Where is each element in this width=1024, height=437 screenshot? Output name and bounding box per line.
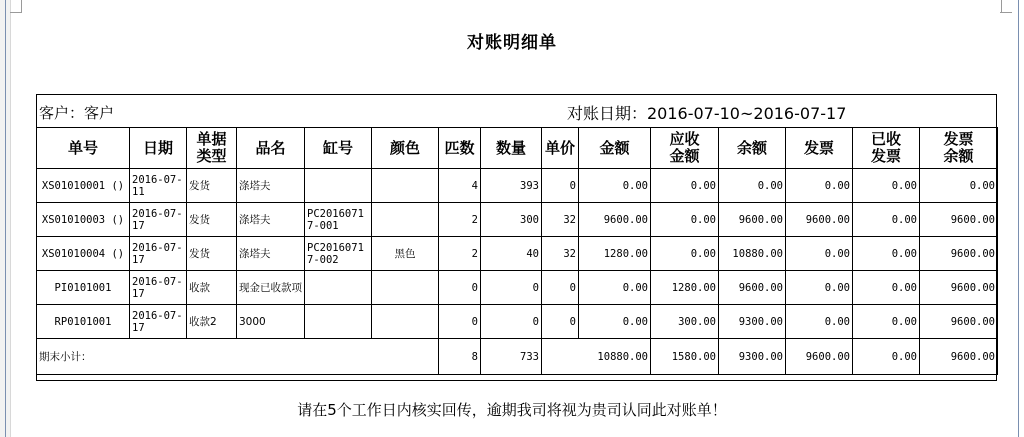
cell-product: 现金已收款项	[237, 271, 305, 305]
cell-doc-type: 发货	[187, 169, 237, 203]
cell-doc-type: 收款	[187, 271, 237, 305]
cell-amount: 0.00	[579, 271, 651, 305]
cell-product: 涤塔夫	[237, 237, 305, 271]
statement-info-row	[37, 95, 996, 127]
cell-amount: 0.00	[579, 169, 651, 203]
cell-amount: 0.00	[579, 305, 651, 339]
cell-unit-price: 0	[542, 271, 579, 305]
column-header: 单号	[37, 128, 130, 169]
footer-note: 请在5个工作日内核实回传，逾期我司将视为贵司认同此对账单！	[297, 401, 727, 419]
cell-balance: 9600.00	[719, 271, 786, 305]
column-header: 匹数	[439, 128, 481, 169]
cell-batch	[305, 271, 372, 305]
customer-label: 客户：客户	[39, 104, 115, 122]
cell-invoice-balance: 9600.00	[920, 237, 998, 271]
cell-unit-price: 0	[542, 169, 579, 203]
table-row	[37, 237, 998, 271]
crop-mark	[21, 0, 22, 13]
column-header: 颜色	[372, 128, 439, 169]
subtotal-quantity: 733	[481, 339, 542, 375]
cell-doc-type: 收款2	[187, 305, 237, 339]
cell-unit-price: 32	[542, 237, 579, 271]
table-row	[37, 169, 998, 203]
cell-invoice-balance: 9600.00	[920, 203, 998, 237]
cell-receivable: 0.00	[651, 203, 719, 237]
subtotal-invoice-balance: 9600.00	[920, 339, 998, 375]
cell-invoice-balance: 0.00	[920, 169, 998, 203]
column-header: 余额	[719, 128, 786, 169]
column-header: 发票 余额	[920, 128, 998, 169]
cell-unit-price: 0	[542, 305, 579, 339]
table-header-row	[37, 128, 998, 169]
cell-received-invoice: 0.00	[853, 271, 920, 305]
cell-pieces: 2	[439, 237, 481, 271]
cell-color	[372, 169, 439, 203]
cell-receivable: 0.00	[651, 237, 719, 271]
cell-doc-no: PI0101001	[37, 271, 130, 305]
cell-quantity: 0	[481, 305, 542, 339]
cell-received-invoice: 0.00	[853, 237, 920, 271]
cell-color	[372, 271, 439, 305]
subtotal-invoice: 9600.00	[786, 339, 853, 375]
cell-quantity: 393	[481, 169, 542, 203]
cell-unit-price: 32	[542, 203, 579, 237]
cell-pieces: 0	[439, 305, 481, 339]
column-header: 发票	[786, 128, 853, 169]
cell-color: 黑色	[372, 237, 439, 271]
subtotal-amount: 10880.00	[542, 339, 651, 375]
column-header: 日期	[130, 128, 187, 169]
cell-received-invoice: 0.00	[853, 169, 920, 203]
crop-mark	[1001, 0, 1002, 13]
cell-product: 涤塔夫	[237, 169, 305, 203]
cell-pieces: 4	[439, 169, 481, 203]
column-header: 金额	[579, 128, 651, 169]
cell-balance: 0.00	[719, 169, 786, 203]
table-row	[37, 271, 998, 305]
cell-batch	[305, 169, 372, 203]
cell-pieces: 2	[439, 203, 481, 237]
subtotal-balance: 9300.00	[719, 339, 786, 375]
column-header: 缸号	[305, 128, 372, 169]
cell-doc-no: RP0101001	[37, 305, 130, 339]
cell-doc-no: XS01010004 ()	[37, 237, 130, 271]
cell-quantity: 300	[481, 203, 542, 237]
cell-invoice: 0.00	[786, 237, 853, 271]
cell-product: 涤塔夫	[237, 203, 305, 237]
cell-product: 3000	[237, 305, 305, 339]
cell-quantity: 40	[481, 237, 542, 271]
cell-date: 2016-07-11	[130, 169, 187, 203]
cell-amount: 1280.00	[579, 237, 651, 271]
cell-received-invoice: 0.00	[853, 305, 920, 339]
cell-date: 2016-07-17	[130, 271, 187, 305]
cell-date: 2016-07-17	[130, 203, 187, 237]
subtotal-row	[37, 339, 998, 375]
cell-receivable: 1280.00	[651, 271, 719, 305]
cell-invoice: 0.00	[786, 305, 853, 339]
cell-batch	[305, 305, 372, 339]
cell-invoice: 0.00	[786, 169, 853, 203]
cell-doc-no: XS01010001 ()	[37, 169, 130, 203]
column-header: 数量	[481, 128, 542, 169]
cell-invoice: 9600.00	[786, 203, 853, 237]
page-left-border	[5, 0, 6, 437]
cell-invoice: 0.00	[786, 271, 853, 305]
cell-balance: 10880.00	[719, 237, 786, 271]
cell-date: 2016-07-17	[130, 305, 187, 339]
page-right-border	[1018, 0, 1019, 437]
cell-receivable: 300.00	[651, 305, 719, 339]
column-header: 应收 金额	[651, 128, 719, 169]
subtotal-received-invoice: 0.00	[853, 339, 920, 375]
cell-quantity: 0	[481, 271, 542, 305]
cell-batch: PC20160717-002	[305, 237, 372, 271]
cell-doc-type: 发货	[187, 237, 237, 271]
page-title: 对账明细单	[467, 33, 557, 53]
column-header: 单价	[542, 128, 579, 169]
cell-amount: 9600.00	[579, 203, 651, 237]
column-header: 已收 发票	[853, 128, 920, 169]
column-header: 品名	[237, 128, 305, 169]
subtotal-receivable: 1580.00	[651, 339, 719, 375]
table-row	[37, 305, 998, 339]
cell-received-invoice: 0.00	[853, 203, 920, 237]
cell-invoice-balance: 9600.00	[920, 305, 998, 339]
subtotal-label: 期末小计：	[37, 339, 439, 375]
cell-balance: 9300.00	[719, 305, 786, 339]
cell-invoice-balance: 9600.00	[920, 271, 998, 305]
date-range-label: 对账日期：2016-07-10~2016-07-17	[567, 104, 847, 123]
subtotal-pieces: 8	[439, 339, 481, 375]
cell-doc-type: 发货	[187, 203, 237, 237]
column-header: 单据 类型	[187, 128, 237, 169]
cell-batch: PC20160717-001	[305, 203, 372, 237]
cell-doc-no: XS01010003 ()	[37, 203, 130, 237]
cell-receivable: 0.00	[651, 169, 719, 203]
table-row	[37, 203, 998, 237]
cell-color	[372, 203, 439, 237]
statement-table	[36, 127, 998, 375]
cell-balance: 9600.00	[719, 203, 786, 237]
cell-pieces: 0	[439, 271, 481, 305]
cell-date: 2016-07-17	[130, 237, 187, 271]
cell-color	[372, 305, 439, 339]
